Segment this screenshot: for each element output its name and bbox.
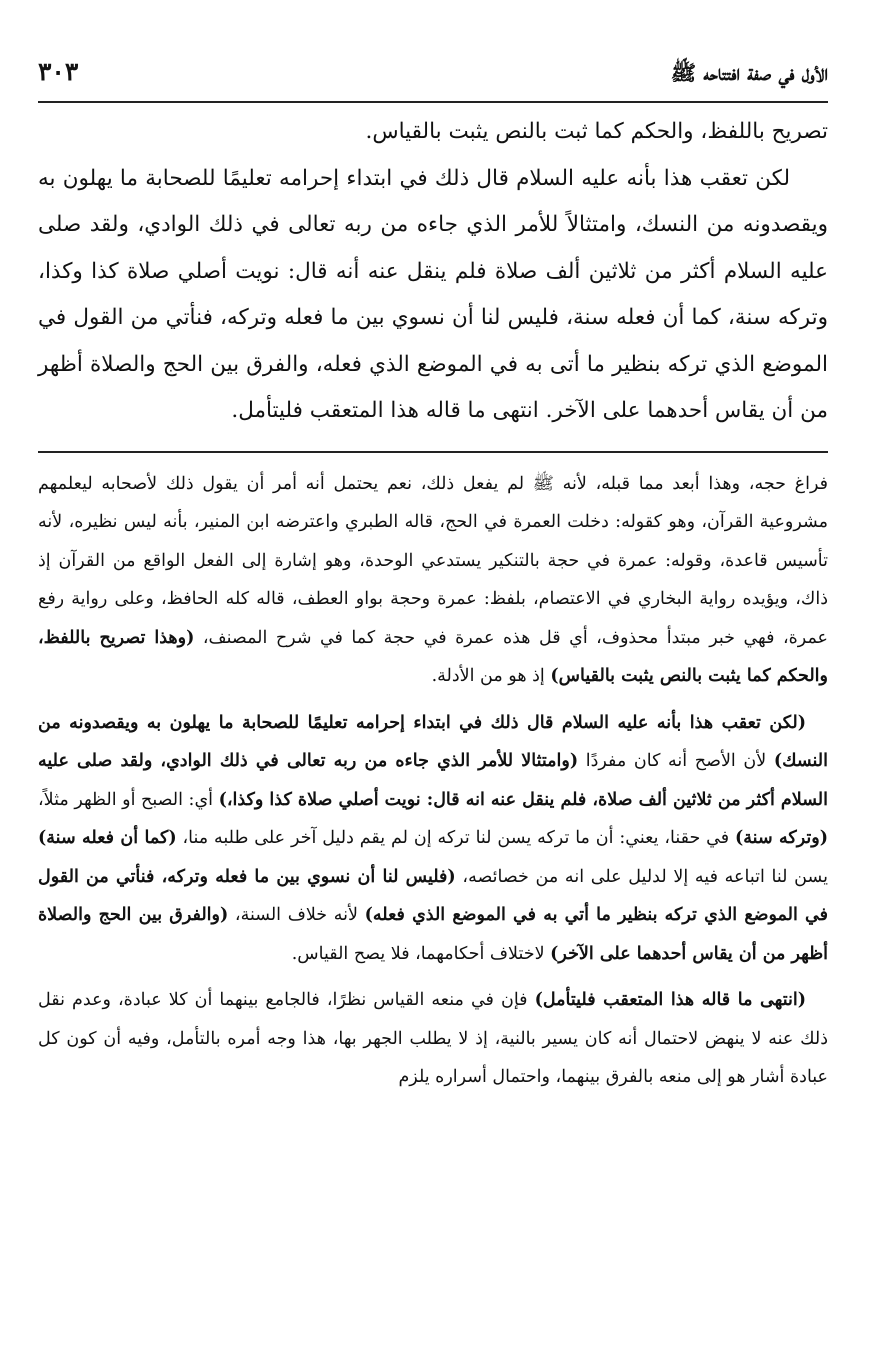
- commentary-text: فإن في منعه القياس نظرًا، فالجامع بينهما أن كلا عبادة، وعدم نقل ذلك عنه لا ينهض لاحتمال أنه كان يسير بالنية، إذ لا يطلب الجهر بها، هذا وجه أمره بالتأمل، وفيه أن كون كل عبادة أشار هو إلى منعه بالفرق بينهما، واحتمال أسراره يلزم: [38, 990, 828, 1087]
- page-number: ٣٠٣: [38, 57, 79, 86]
- book-page: [38, 50, 828, 1105]
- page-header: [38, 50, 828, 103]
- commentary-paragraph-1: [38, 465, 828, 696]
- quoted-text: (انتهى ما قاله هذا المتعقب فليتأمل): [534, 990, 806, 1010]
- commentary-text: لاختلاف أحكامهما، فلا يصح القياس.: [291, 943, 551, 964]
- commentary-text: إذ هو من الأدلة.: [431, 666, 551, 686]
- quoted-text: (والفرق بين الحج والصلاة أظهر من أن يقاس أحدهما على الآخر): [38, 905, 828, 964]
- commentary-text: يسن لنا اتباعه فيه إلا لدليل على انه من خصائصه،: [455, 866, 828, 887]
- main-paragraph-2: لكن تعقب هذا بأنه عليه السلام قال ذلك في ابتداء إحرامه تعليمًا للصحابة ما يهلون به ويقصدونه من النسك، وامتثالاً للأمر الذي جاءه من ربه تعالى في ذلك الوادي، ولقد صلى عليه السلام أكثر من ثلاثين ألف صلاة فلم ينقل عنه أنه قال: نويت أصلي صلاة كذا وكذا، وتركه سنة، كما أن فعله سنة، فليس لنا أن نسوي بين ما فعله وتركه، فنأتي من القول في الموضع الذي تركه بنظير ما أتى به في الموضع الذي فعله، والفرق بين الحج والصلاة أظهر من أن يقاس أحدهما على الآخر. انتهى ما قاله هذا المتعقب فليتأمل.: [38, 165, 828, 423]
- commentary-text: فراغ حجه، وهذا أبعد مما قبله، لأنه ﷺ لم يفعل ذلك، نعم يحتمل أنه أمر أن يقول ذلك لأصحابه ليعلمهم مشروعية القرآن، وهو كقوله: دخلت العمرة في الحج، قاله الطبري واعترضه ابن المنير، بأنه ليس نظيره، لأنه تأسيس قاعدة، وقوله: عمرة في حجة بالتنكير يستدعي الوحدة، وهو إشارة إلى الفعل الواقع من القرآن إذ ذاك، ويؤيده رواية البخاري في الاعتصام، بلفظ: عمرة وحجة بواو العطف، قاله كله الحافظ، وعلى رواية رفع عمرة، فهي خبر مبتدأ محذوف، أي قل هذه عمرة في حجة كما في شرح المصنف،: [38, 473, 828, 648]
- quoted-text: (كما أن فعله سنة): [38, 828, 177, 848]
- commentary-text: لأن الأصح أنه كان مفردًا: [578, 751, 774, 771]
- commentary: [38, 465, 828, 1097]
- quoted-text: (لكن تعقب هذا بأنه عليه السلام قال ذلك في ابتداء إحرامه تعليمًا للصحابة ما يهلون به ويقصدونه من النسك): [38, 712, 828, 771]
- commentary-text: لأنه خلاف السنة،: [228, 905, 365, 925]
- commentary-paragraph-3: [38, 981, 828, 1097]
- quoted-text: (وتركه سنة): [735, 828, 828, 848]
- main-text: [38, 109, 828, 435]
- commentary-text: أي: الصبح أو الظهر مثلاً،: [38, 789, 219, 810]
- quoted-text: (وامتثالا للأمر الذي جاءه من ربه تعالى في ذلك الوادي، ولقد صلى عليه السلام أكثر من ثلاثين ألف صلاة، فلم ينقل عنه انه قال: نويت أصلي صلاة كذا وكذا،): [38, 751, 828, 810]
- quoted-text: (فليس لنا أن نسوي بين ما فعله وتركه، فنأتي من القول في الموضع الذي تركه بنظير ما أتي به في الموضع الذي فعله): [38, 866, 828, 925]
- running-title: الأول في صفة افتتاحه ﷺ: [670, 60, 828, 85]
- quoted-text: (وهذا تصريح باللفظ، والحكم كما يثبت بالنص يثبت بالقياس): [38, 627, 828, 686]
- commentary-text: في حقنا، يعني: أن ما تركه يسن لنا تركه إن لم يقم دليل آخر على طلبه منا،: [176, 828, 735, 848]
- commentary-divider: [38, 451, 828, 453]
- main-paragraph-1: تصريح باللفظ، والحكم كما ثبت بالنص يثبت بالقياس.: [365, 119, 828, 144]
- commentary-paragraph-2: [38, 704, 828, 974]
